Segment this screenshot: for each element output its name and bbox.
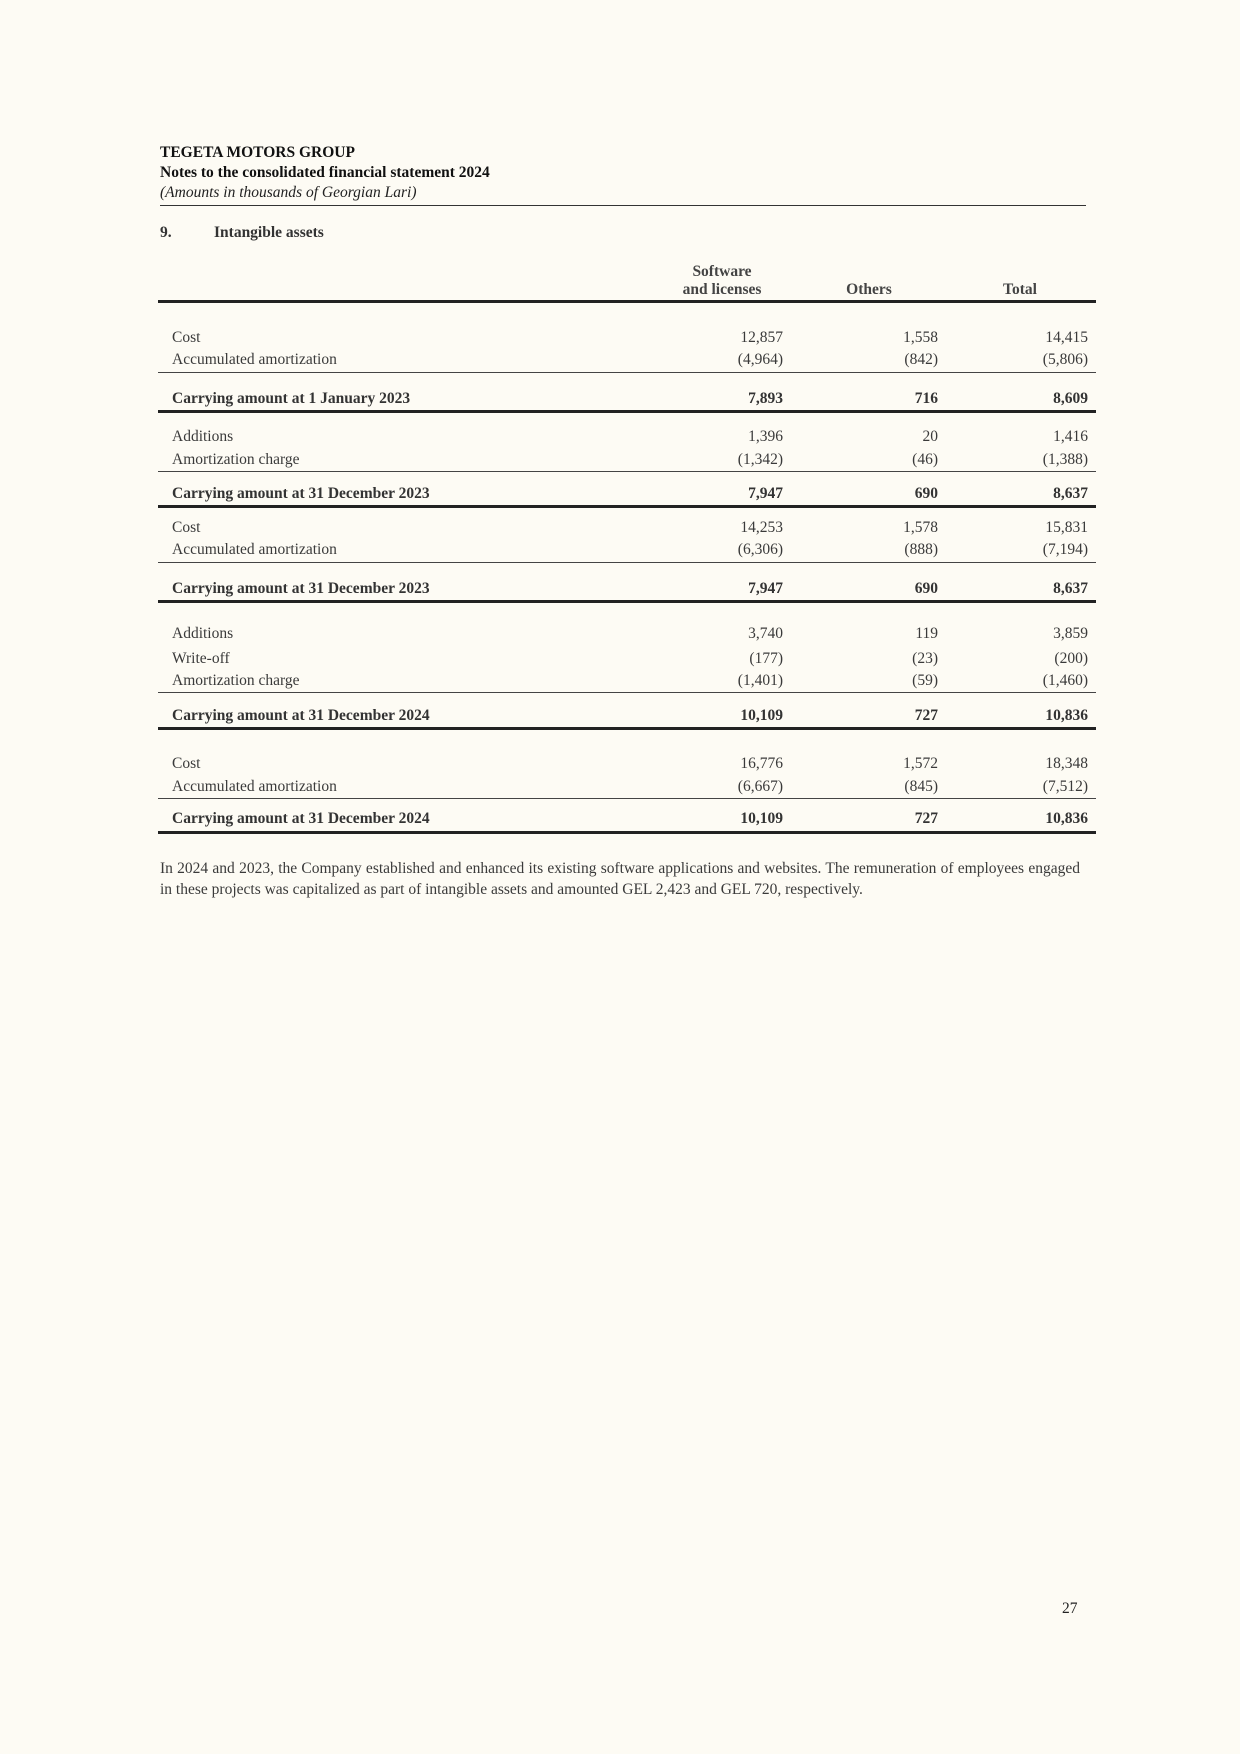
column-header-total: Total xyxy=(1003,281,1037,298)
cell-software: 1,396 xyxy=(748,428,783,445)
cell-others: 716 xyxy=(914,390,938,407)
table-row xyxy=(158,808,1096,830)
total-rule xyxy=(158,831,1096,834)
column-header-software-line2: and licenses xyxy=(682,281,762,298)
cell-software: (4,964) xyxy=(737,351,783,368)
cell-others: 727 xyxy=(914,707,938,724)
cell-total: 8,637 xyxy=(1053,485,1088,502)
table-row xyxy=(158,349,1096,371)
cell-total: 3,859 xyxy=(1053,625,1088,642)
total-rule xyxy=(158,727,1096,730)
row-label: Accumulated amortization xyxy=(172,778,337,795)
row-label: Cost xyxy=(172,755,201,772)
subtotal-rule xyxy=(158,562,1096,563)
table-row xyxy=(158,517,1096,539)
row-label: Accumulated amortization xyxy=(172,541,337,558)
cell-software: 10,109 xyxy=(740,810,783,827)
amounts-note: (Amounts in thousands of Georgian Lari) xyxy=(160,184,417,201)
cell-total: 8,637 xyxy=(1053,580,1088,597)
row-label: Carrying amount at 31 December 2024 xyxy=(172,810,430,827)
row-label: Carrying amount at 1 January 2023 xyxy=(172,390,411,407)
cell-software: (177) xyxy=(749,650,783,667)
cell-others: 690 xyxy=(914,580,938,597)
table-row xyxy=(158,483,1096,505)
table-row xyxy=(158,388,1096,410)
cell-software: 3,740 xyxy=(748,625,783,642)
table-row xyxy=(158,449,1096,471)
cell-total: 14,415 xyxy=(1045,329,1088,346)
row-label: Carrying amount at 31 December 2023 xyxy=(172,580,430,597)
cell-total: (5,806) xyxy=(1042,351,1088,368)
table-row xyxy=(158,753,1096,775)
cell-others: (46) xyxy=(912,451,938,468)
section-number: 9. xyxy=(160,224,172,241)
cell-others: (842) xyxy=(904,351,938,368)
subtotal-rule xyxy=(158,471,1096,472)
subtotal-rule xyxy=(158,692,1096,693)
subtotal-rule xyxy=(158,372,1096,373)
total-rule xyxy=(158,505,1096,508)
row-label: Amortization charge xyxy=(172,672,300,689)
cell-others: (59) xyxy=(912,672,938,689)
row-label: Cost xyxy=(172,329,201,346)
note-paragraph: In 2024 and 2023, the Company established and enhanced its existing software applications and websites. The remuneration of employees engaged in these projects was capitalized as part of intangible assets and amounted GEL 2,423 and GEL 720, respectively. xyxy=(160,860,1080,898)
cell-software: 7,893 xyxy=(748,390,783,407)
cell-software: (6,306) xyxy=(737,541,783,558)
cell-others: 1,578 xyxy=(903,519,938,536)
cell-total: (7,194) xyxy=(1042,541,1088,558)
cell-software: (1,401) xyxy=(737,672,783,689)
header-rule xyxy=(158,300,1096,303)
column-header-software-line1: Software xyxy=(692,263,752,280)
cell-total: (7,512) xyxy=(1042,778,1088,795)
cell-others: (888) xyxy=(904,541,938,558)
table-row xyxy=(158,539,1096,561)
cell-total: 10,836 xyxy=(1045,810,1088,827)
table-row xyxy=(158,705,1096,727)
table-row xyxy=(158,776,1096,798)
row-label: Write-off xyxy=(172,650,230,667)
cell-software: 12,857 xyxy=(740,329,783,346)
row-label: Carrying amount at 31 December 2023 xyxy=(172,485,430,502)
section-title: Intangible assets xyxy=(214,224,324,241)
cell-total: (200) xyxy=(1054,650,1088,667)
cell-others: 690 xyxy=(914,485,938,502)
cell-total: (1,388) xyxy=(1042,451,1088,468)
cell-software: 7,947 xyxy=(748,485,783,502)
cell-software: 14,253 xyxy=(740,519,783,536)
cell-total: 8,609 xyxy=(1053,390,1088,407)
subtotal-rule xyxy=(158,798,1096,799)
cell-total: 1,416 xyxy=(1053,428,1088,445)
table-row xyxy=(158,426,1096,448)
page-header xyxy=(160,143,1086,206)
cell-total: 10,836 xyxy=(1045,707,1088,724)
cell-software: (1,342) xyxy=(737,451,783,468)
cell-others: 1,572 xyxy=(903,755,938,772)
cell-others: (845) xyxy=(904,778,938,795)
cell-software: 10,109 xyxy=(740,707,783,724)
cell-total: 15,831 xyxy=(1045,519,1088,536)
row-label: Accumulated amortization xyxy=(172,351,337,368)
table-row xyxy=(158,648,1096,670)
cell-software: 16,776 xyxy=(740,755,783,772)
row-label: Additions xyxy=(172,625,234,642)
cell-others: (23) xyxy=(912,650,938,667)
table-row xyxy=(158,578,1096,600)
total-rule xyxy=(158,410,1096,413)
page-number: 27 xyxy=(1062,1600,1078,1617)
column-header-others: Others xyxy=(846,281,892,298)
section-heading xyxy=(160,224,324,242)
row-label: Additions xyxy=(172,428,234,445)
document-subtitle: Notes to the consolidated financial statement 2024 xyxy=(160,164,490,181)
table-row xyxy=(158,623,1096,645)
cell-software: 7,947 xyxy=(748,580,783,597)
cell-others: 20 xyxy=(922,428,938,445)
row-label: Cost xyxy=(172,519,201,536)
cell-others: 1,558 xyxy=(903,329,938,346)
column-header-software xyxy=(662,263,782,299)
row-label: Amortization charge xyxy=(172,451,300,468)
company-name: TEGETA MOTORS GROUP xyxy=(160,144,355,161)
cell-software: (6,667) xyxy=(737,778,783,795)
table-row xyxy=(158,327,1096,349)
row-label: Carrying amount at 31 December 2024 xyxy=(172,707,430,724)
cell-total: (1,460) xyxy=(1042,672,1088,689)
cell-others: 119 xyxy=(915,625,938,642)
table-row xyxy=(158,670,1096,692)
cell-total: 18,348 xyxy=(1045,755,1088,772)
cell-others: 727 xyxy=(914,810,938,827)
total-rule xyxy=(158,600,1096,603)
